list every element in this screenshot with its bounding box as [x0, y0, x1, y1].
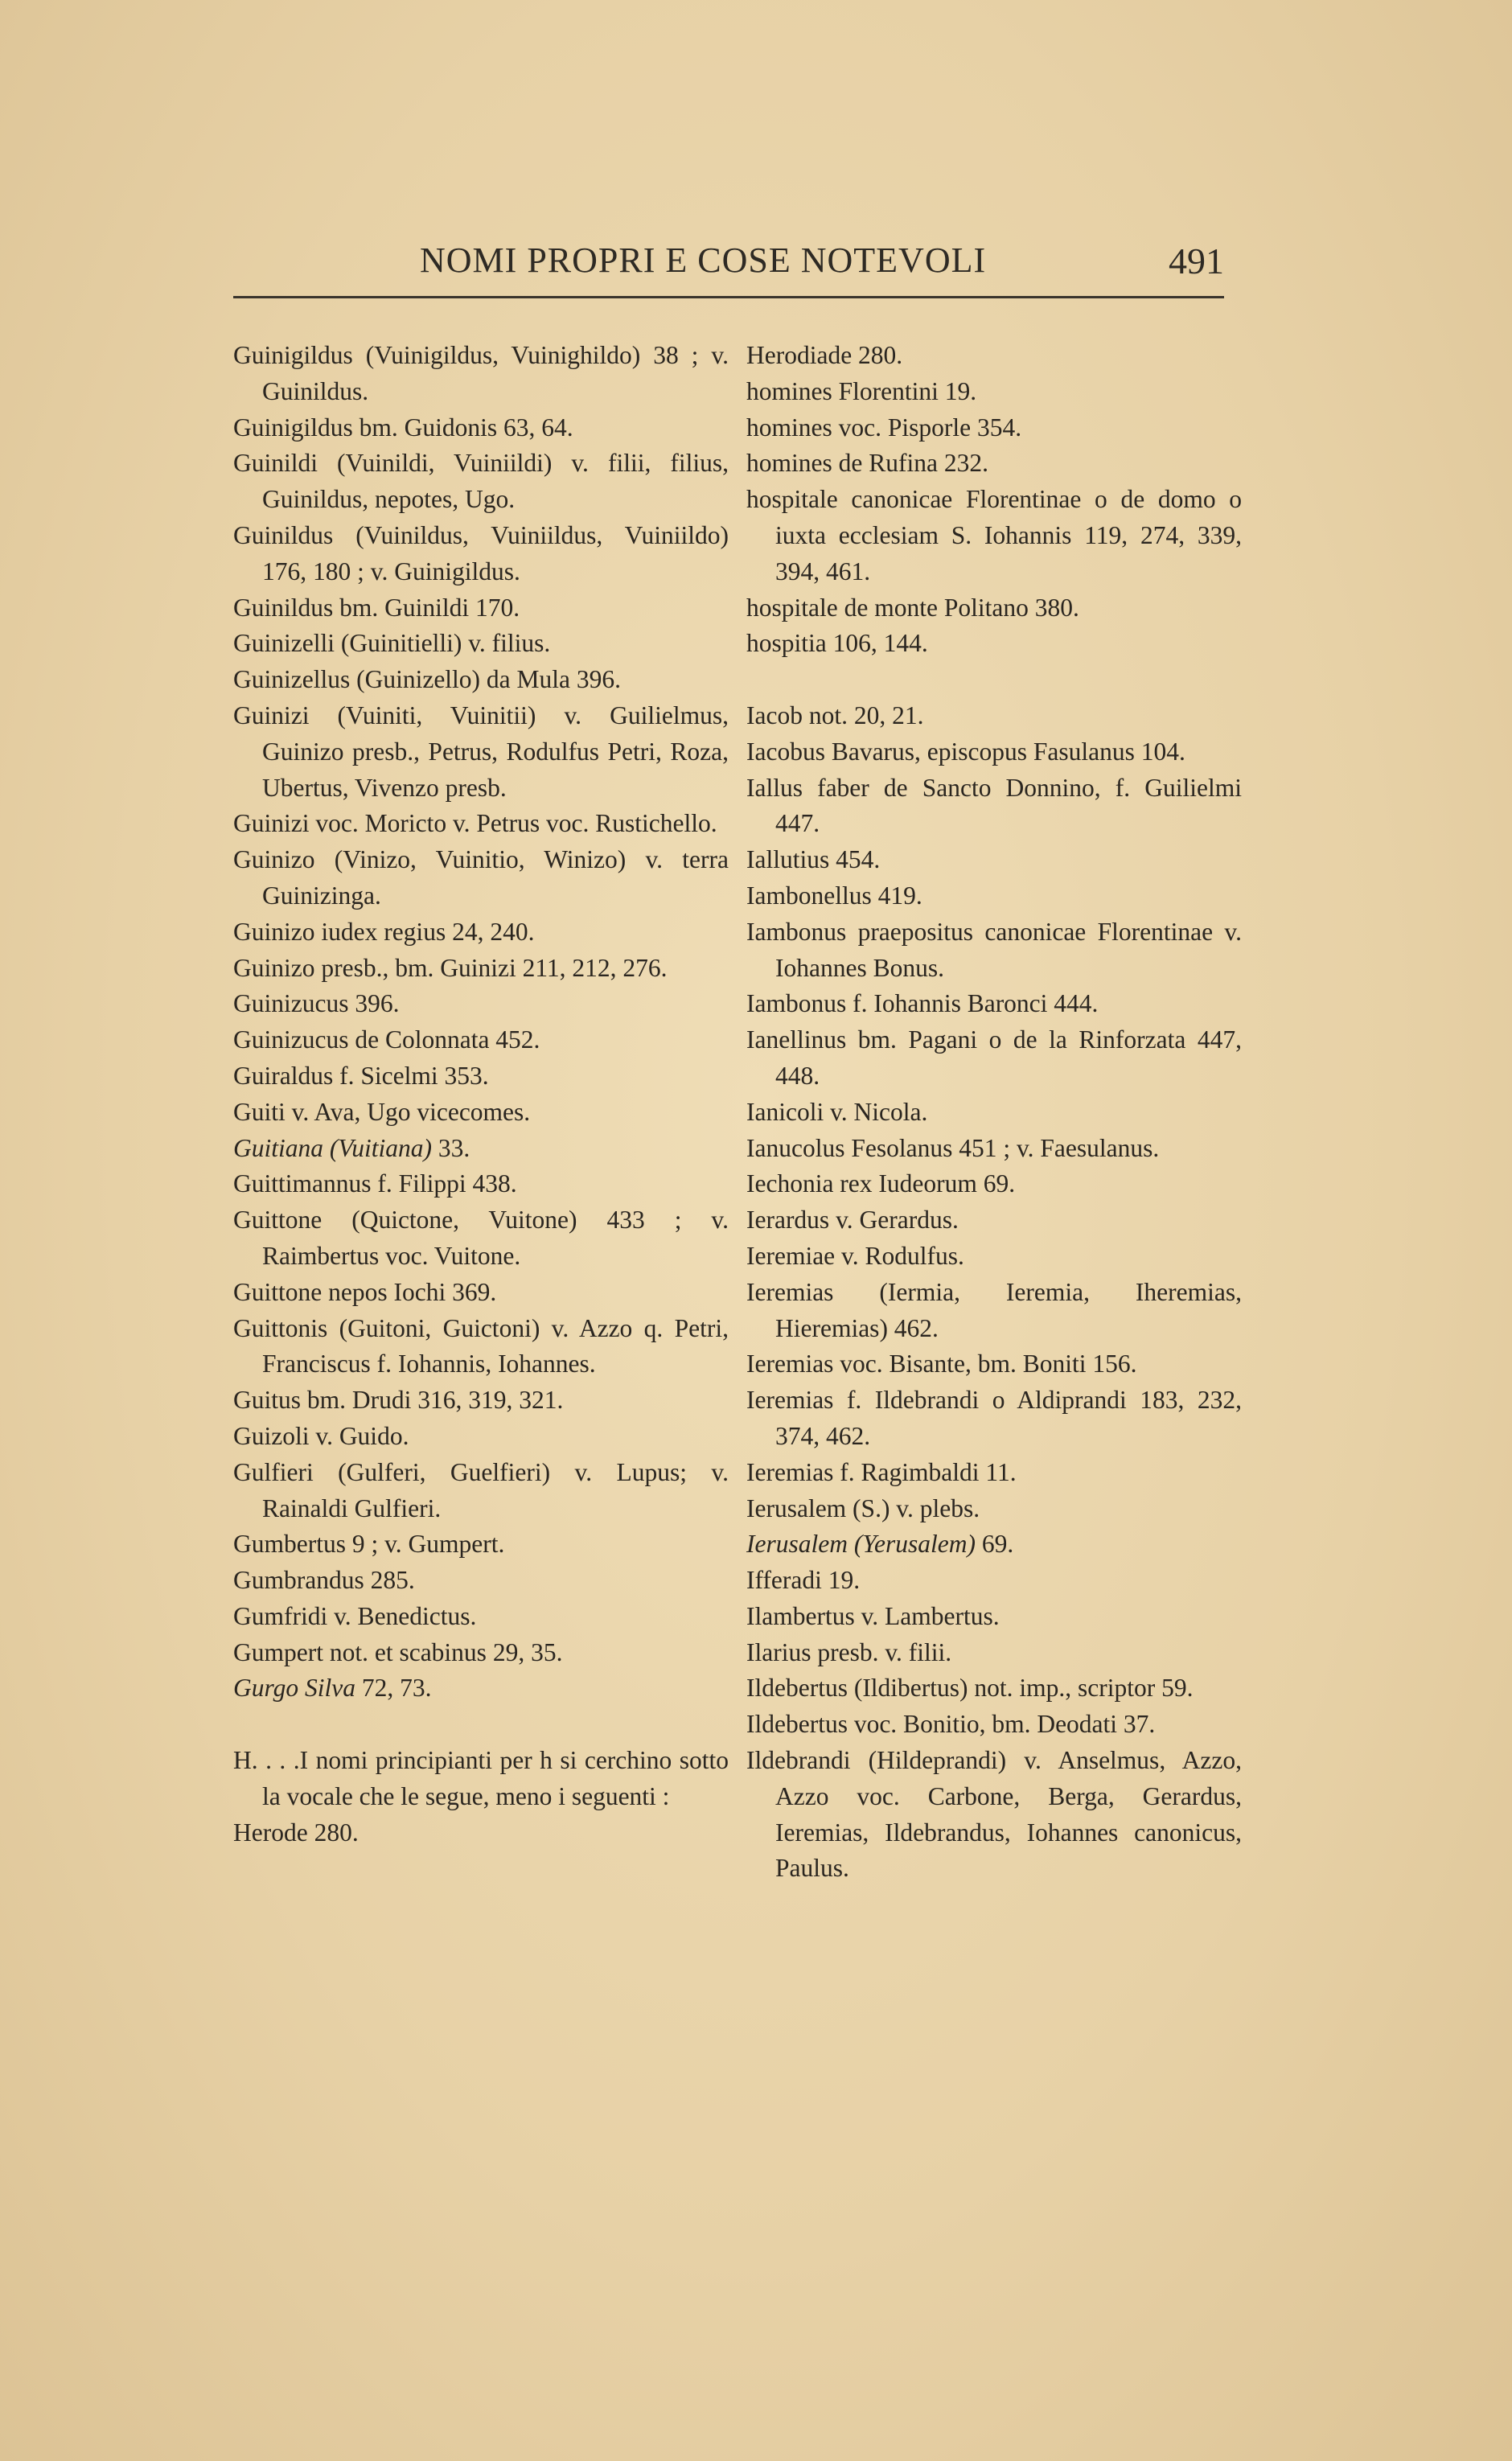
index-entry: Ieremias f. Ildebrandi o Aldiprandi 183, 232, 374, 462.	[746, 1386, 1242, 1450]
index-entry: Ifferadi 19.	[746, 1566, 861, 1595]
index-entry: Guinildus (Vuinildus, Vuiniildus, Vuiniildo) 176, 180 ; v. Guinigildus.	[233, 520, 729, 585]
index-entry: Ilambertus v. Lambertus.	[746, 1601, 1000, 1630]
index-entry: Guinigildus (Vuinigildus, Vuinighildo) 38 ; v. Guinildus.	[233, 341, 729, 405]
index-entry: Ieremiae v. Rodulfus.	[746, 1241, 964, 1270]
index-entry: Gulfieri (Gulferi, Guelfieri) v. Lupus; v. Rainaldi Gulfieri.	[233, 1457, 729, 1522]
page-title: NOMI PROPRI E COSE NOTEVOLI	[420, 240, 987, 280]
index-entry: Guinildi (Vuinildi, Vuiniildi) v. filii, filius, Guinildus, nepotes, Ugo.	[233, 449, 729, 514]
index-entry: homines Florentini 19.	[746, 376, 977, 405]
index-entry: Guinizucus 396.	[233, 989, 400, 1018]
index-column-right	[746, 338, 1242, 1887]
index-entry: Iechonia rex Iudeorum 69.	[746, 1169, 1016, 1198]
index-entry: Herode 280.	[233, 1818, 359, 1847]
index-entry: Ieremias (Iermia, Ieremia, Iheremias, Hieremias) 462.	[746, 1277, 1242, 1342]
page-number: 491	[1169, 240, 1224, 281]
index-entry: Ianucolus Fesolanus 451 ; v. Faesulanus.	[746, 1133, 1160, 1162]
index-entry: Guittone (Quictone, Vuitone) 433 ; v. Raimbertus voc. Vuitone.	[233, 1206, 729, 1270]
index-entry: Iambonellus 419.	[746, 881, 922, 910]
index-entry: Guinizucus de Colonnata 452.	[233, 1025, 540, 1054]
index-entry: Iambonus praepositus canonicae Florentinae v. Iohannes Bonus.	[746, 917, 1242, 982]
index-entry: Guitiana (Vuitiana) 33.	[233, 1133, 470, 1162]
index-entry: Iambonus f. Iohannis Baronci 444.	[746, 989, 1099, 1018]
index-entry: Guittimannus f. Filippi 438.	[233, 1169, 517, 1198]
running-header	[233, 240, 1224, 296]
index-entry: hospitale canonicae Florentinae o de domo o iuxta ecclesiam S. Iohannis 119, 274, 339, 394, 461.	[746, 485, 1242, 585]
index-column-left	[233, 338, 729, 1851]
index-entry: Guinizelli (Guinitielli) v. filius.	[233, 629, 551, 658]
index-entry: Ildebertus voc. Bonitio, bm. Deodati 37.	[746, 1710, 1156, 1739]
index-entry: Guinizi (Vuiniti, Vuinitii) v. Guilielmus, Guinizo presb., Petrus, Rodulfus Petri, Roza, Ubertus, Vivenzo presb.	[233, 701, 729, 802]
index-entry: Gumfridi v. Benedictus.	[233, 1601, 477, 1630]
index-entry: Ieremias voc. Bisante, bm. Boniti 156.	[746, 1350, 1137, 1378]
section-gap	[233, 1707, 729, 1743]
index-entry: Ildebertus (Ildibertus) not. imp., scriptor 59.	[746, 1674, 1194, 1703]
index-entry: Gurgo Silva 72, 73.	[233, 1674, 432, 1703]
index-entry: hospitale de monte Politano 380.	[746, 593, 1079, 622]
index-entry: Guiraldus f. Sicelmi 353.	[233, 1061, 489, 1090]
index-entry: homines voc. Pisporle 354.	[746, 413, 1022, 442]
index-entry: Ierusalem (Yerusalem) 69.	[746, 1530, 1014, 1559]
index-entry: Ieremias f. Ragimbaldi 11.	[746, 1457, 1017, 1486]
header-rule	[233, 296, 1224, 298]
index-entry: hospitia 106, 144.	[746, 629, 928, 658]
index-entry: Guittonis (Guitoni, Guictoni) v. Azzo q. Petri, Franciscus f. Iohannis, Iohannes.	[233, 1313, 729, 1378]
index-entry: Guitus bm. Drudi 316, 319, 321.	[233, 1386, 564, 1415]
index-entry: Guinizo presb., bm. Guinizi 211, 212, 276.	[233, 953, 668, 982]
index-entry: Guizoli v. Guido.	[233, 1421, 409, 1450]
index-entry: Gumbrandus 285.	[233, 1566, 415, 1595]
section-gap	[746, 662, 1242, 698]
index-entry: Guinigildus bm. Guidonis 63, 64.	[233, 413, 573, 442]
index-entry: Iacobus Bavarus, episcopus Fasulanus 104.	[746, 737, 1185, 766]
index-entry: Gumpert not. et scabinus 29, 35.	[233, 1637, 563, 1666]
index-entry: Ildebrandi (Hildeprandi) v. Anselmus, Azzo, Azzo voc. Carbone, Berga, Gerardus, Ieremias, Ildebrandus, Iohannes canonicus, Paulus.	[746, 1746, 1242, 1883]
index-entry: Iacob not. 20, 21.	[746, 701, 924, 729]
index-entry: Ianicoli v. Nicola.	[746, 1097, 928, 1126]
index-entry: Guinildus bm. Guinildi 170.	[233, 593, 520, 622]
index-entry: Iallus faber de Sancto Donnino, f. Guilielmi 447.	[746, 773, 1242, 838]
index-entry: Iallutius 454.	[746, 845, 881, 874]
index-entry: Ierusalem (S.) v. plebs.	[746, 1493, 980, 1522]
index-entry: Guinizo (Vinizo, Vuinitio, Winizo) v. terra Guinizinga.	[233, 845, 729, 910]
index-entry: Gumbertus 9 ; v. Gumpert.	[233, 1530, 505, 1559]
index-entry: Guittone nepos Iochi 369.	[233, 1277, 497, 1306]
index-entry: homines de Rufina 232.	[746, 449, 988, 478]
index-entry: Ilarius presb. v. filii.	[746, 1637, 952, 1666]
index-entry: Guinizi voc. Moricto v. Petrus voc. Rustichello.	[233, 809, 717, 838]
index-entry: Ierardus v. Gerardus.	[746, 1206, 959, 1235]
index-entry: Guinizo iudex regius 24, 240.	[233, 917, 535, 946]
index-entry: Guinizellus (Guinizello) da Mula 396.	[233, 665, 622, 694]
index-entry: Ianellinus bm. Pagani o de la Rinforzata 447, 448.	[746, 1025, 1242, 1090]
index-entry: H. . . .I nomi principianti per h si cerchino sotto la vocale che le segue, meno i seguenti :	[233, 1746, 729, 1810]
index-entry: Herodiade 280.	[746, 341, 903, 369]
index-entry: Guiti v. Ava, Ugo vicecomes.	[233, 1097, 531, 1126]
